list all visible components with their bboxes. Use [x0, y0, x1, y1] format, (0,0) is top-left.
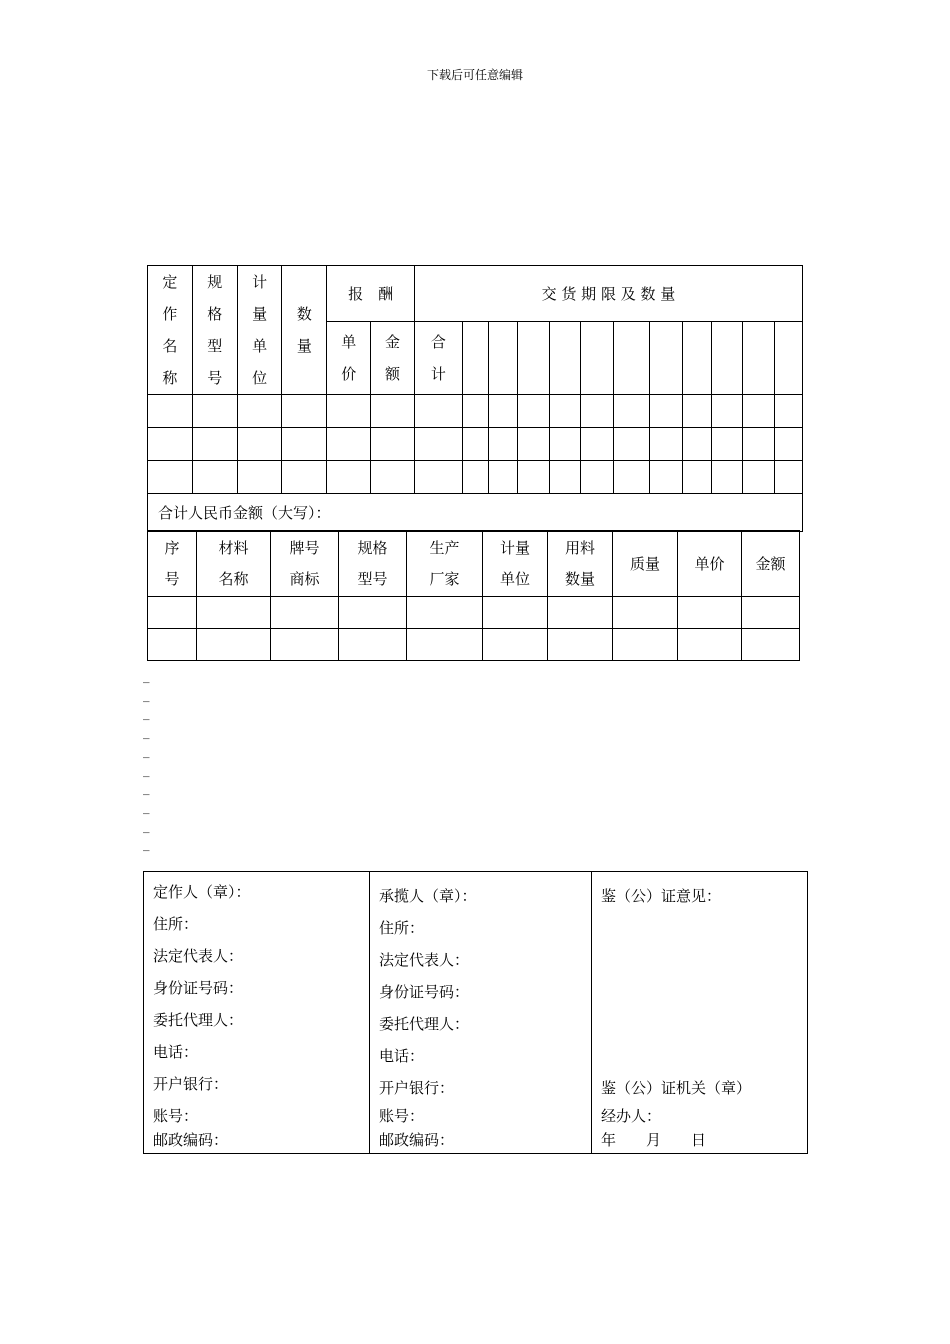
dash-lines: _ _ _ _ _ _ _ _ _ _ — [143, 669, 150, 853]
delivery-cell[interactable] — [550, 322, 580, 395]
col-header-brand: 牌号 商标 — [271, 531, 339, 597]
header-note: 下载后可任意编辑 — [426, 68, 523, 82]
undertaker-agent: 委托代理人： — [379, 1015, 470, 1033]
undertaker-address: 住所： — [379, 919, 425, 937]
col-header-total: 合 计 — [414, 322, 462, 395]
contractor-id-number: 身份证号码： — [153, 979, 244, 997]
delivery-cell[interactable] — [650, 322, 682, 395]
delivery-cell[interactable] — [580, 322, 613, 395]
col-header-unit-price: 单 价 — [327, 322, 371, 395]
undertaker-phone: 电话： — [379, 1047, 425, 1065]
notary-opinion: 鉴（公）证意见： — [601, 887, 722, 905]
delivery-cell[interactable] — [774, 322, 802, 395]
contractor-postcode: 邮政编码： — [153, 1131, 229, 1149]
delivery-cell[interactable] — [743, 322, 774, 395]
table-row — [148, 461, 803, 494]
contractor-bank: 开户银行： — [153, 1075, 229, 1093]
col-header-amount: 金额 — [742, 531, 800, 597]
table-row — [148, 629, 800, 661]
col-header-spec: 规 格 型 号 — [192, 266, 237, 395]
contractor-legal-rep: 法定代表人： — [153, 947, 244, 965]
delivery-cell[interactable] — [462, 322, 488, 395]
material-table — [147, 530, 800, 661]
col-header-quantity: 数 量 — [282, 266, 327, 395]
undertaker-account: 账号： — [379, 1107, 425, 1125]
contractor-block — [144, 872, 370, 1154]
notary-block — [592, 872, 808, 1154]
col-header-amount: 金 额 — [371, 322, 415, 395]
contractor-phone: 电话： — [153, 1043, 199, 1061]
col-header-quality: 质量 — [613, 531, 678, 597]
undertaker-id-number: 身份证号码： — [379, 983, 470, 1001]
parties-table — [143, 871, 808, 1154]
col-header-remuneration: 报 酬 — [327, 266, 415, 322]
col-header-unit: 计量 单位 — [483, 531, 548, 597]
notary-authority: 鉴（公）证机关（章） — [601, 1079, 752, 1097]
table-row — [148, 395, 803, 428]
col-header-manufacturer: 生产 厂家 — [407, 531, 483, 597]
delivery-cell[interactable] — [614, 322, 650, 395]
col-header-spec: 规格 型号 — [339, 531, 407, 597]
delivery-cell[interactable] — [682, 322, 711, 395]
delivery-cell[interactable] — [711, 322, 742, 395]
undertaker-block — [370, 872, 592, 1154]
table-row — [148, 597, 800, 629]
contractor-account: 账号： — [153, 1107, 199, 1125]
col-header-name: 定 作 名 称 — [148, 266, 193, 395]
notary-date: 年 月 日 — [601, 1131, 707, 1149]
notary-handler: 经办人： — [601, 1107, 662, 1125]
delivery-cell[interactable] — [488, 322, 517, 395]
undertaker-title: 承揽人（章）： — [379, 887, 477, 905]
undertaker-bank: 开户银行： — [379, 1079, 455, 1097]
col-header-material-name: 材料 名称 — [197, 531, 271, 597]
delivery-cell[interactable] — [518, 322, 550, 395]
undertaker-legal-rep: 法定代表人： — [379, 951, 470, 969]
col-header-unit-price: 单价 — [678, 531, 742, 597]
order-table — [147, 265, 803, 532]
col-header-usage: 用料 数量 — [548, 531, 613, 597]
contractor-title: 定作人（章）： — [153, 883, 251, 901]
col-header-seq: 序 号 — [148, 531, 197, 597]
col-header-unit: 计 量 单 位 — [237, 266, 282, 395]
undertaker-postcode: 邮政编码： — [379, 1131, 455, 1149]
contractor-address: 住所： — [153, 915, 199, 933]
table-row — [148, 428, 803, 461]
contractor-agent: 委托代理人： — [153, 1011, 244, 1029]
total-rmb-label[interactable]: 合计人民币金额（大写）： — [148, 494, 803, 532]
col-header-delivery: 交 货 期 限 及 数 量 — [414, 266, 802, 322]
